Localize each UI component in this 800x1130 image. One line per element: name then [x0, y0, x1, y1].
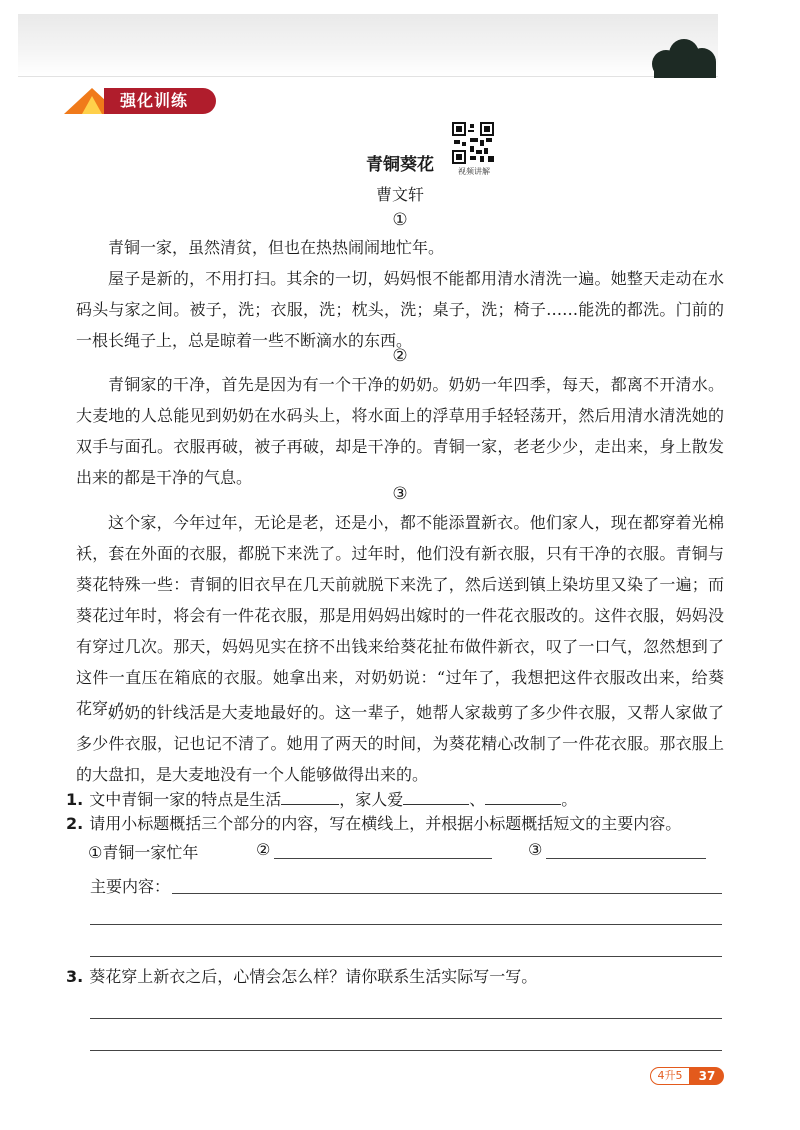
subtitle-item-2-label: ②: [256, 840, 271, 859]
main-content-line-3[interactable]: [90, 956, 722, 957]
paragraph-2: 屋子是新的，不用打扫。其余的一切，妈妈恨不能都用清水清洗一遍。她整天走动在水码头与家之间。被子，洗；衣服，洗；枕头，洗；桌子，洗；椅子……能洗的都洗。门前的一根长绳子上，总是晾着一些不断滴水的东西。: [76, 269, 724, 350]
article-title: 青铜葵花: [366, 155, 434, 175]
subtitle-item-1: ①青铜一家忙年: [88, 843, 199, 862]
main-content-line-1[interactable]: [172, 893, 722, 894]
answer-blank-2[interactable]: [403, 788, 469, 805]
qr-label: 视频讲解: [458, 167, 490, 176]
section-number-2: ②: [392, 346, 408, 366]
section-banner: [62, 86, 222, 116]
section-number-3: ③: [392, 484, 408, 504]
subtitle-item-3-label: ③: [528, 840, 543, 859]
question-text: 葵花穿上新衣之后，心情会怎么样？请你联系生活实际写一写。: [89, 967, 538, 986]
paragraph-1: 青铜一家，虽然清贫，但也在热热闹闹地忙年。: [108, 238, 445, 257]
question-text: ，家人爱: [339, 790, 404, 809]
bush-illustration-icon: [648, 38, 722, 78]
question-text: 请用小标题概括三个部分的内容，写在横线上，并根据小标题概括短文的主要内容。: [89, 814, 682, 833]
question-number: 2.: [66, 814, 84, 833]
question-number: 1.: [66, 790, 84, 809]
page-number: 37: [690, 1067, 724, 1085]
question-number: 3.: [66, 967, 84, 986]
question-3: [66, 965, 726, 989]
section-label: 强化训练: [104, 88, 216, 114]
paragraph-4: 这个家，今年过年，无论是老，还是小，都不能添置新衣。他们家人，现在都穿着光棉袄，套在外面的衣服，都脱下来洗了。过年时，他们没有新衣服，只有干净的衣服。青铜与葵花特殊一些：青铜的旧衣早在几天前就脱下来洗了，然后送到镇上染坊里又染了一遍；而葵花过年时，将会有一件花衣服，那是用妈妈出嫁时的一件花衣服改的。这件衣服，妈妈没有穿过几次。那天，妈妈见实在挤不出钱来给葵花扯布做件新衣，叹了一口气，忽然想到了这件一直压在箱底的衣服。她拿出来，对奶奶说：“过年了，我想把这件衣服改出来，给葵花穿。”: [76, 513, 724, 718]
punctuation: 。: [561, 790, 578, 809]
main-content-line-2[interactable]: [90, 924, 722, 925]
question-1: [66, 788, 726, 812]
grade-tag: 4升5: [650, 1067, 690, 1085]
question-text: 文中青铜一家的特点是生活: [89, 790, 282, 809]
answer-line-q3-2[interactable]: [90, 1050, 722, 1051]
answer-blank-1[interactable]: [281, 788, 339, 805]
answer-blank-3[interactable]: [485, 788, 561, 805]
separator: 、: [469, 790, 486, 809]
article-author: 曹文轩: [375, 185, 424, 204]
subtitle-answer-line-3[interactable]: [546, 858, 706, 859]
paragraph-3: 青铜家的干净，首先是因为有一个干净的奶奶。奶奶一年四季，每天，都离不开清水。大麦地的人总能见到奶奶在水码头上，将水面上的浮草用手轻轻荡开，然后用清水清洗她的双手与面孔。衣服再破，被子再破，却是干净的。青铜一家，老老少少，走出来，身上散发出来的都是干净的气息。: [76, 375, 724, 487]
paragraph-5: 奶奶的针线活是大麦地最好的。这一辈子，她帮人家裁剪了多少件衣服，又帮人家做了多少件衣服，记也记不清了。她用了两天的时间，为葵花精心改制了一件花衣服。那衣服上的大盘扣，是大麦地没有一个人能够做得出来的。: [76, 703, 724, 784]
top-decorative-band: [18, 14, 718, 77]
question-2: [66, 812, 726, 836]
subtitle-answer-line-2[interactable]: [274, 858, 492, 859]
main-content-label: 主要内容：: [90, 877, 171, 896]
section-number-1: ①: [392, 210, 408, 230]
answer-line-q3-1[interactable]: [90, 1018, 722, 1019]
qr-code-icon[interactable]: [452, 122, 494, 164]
